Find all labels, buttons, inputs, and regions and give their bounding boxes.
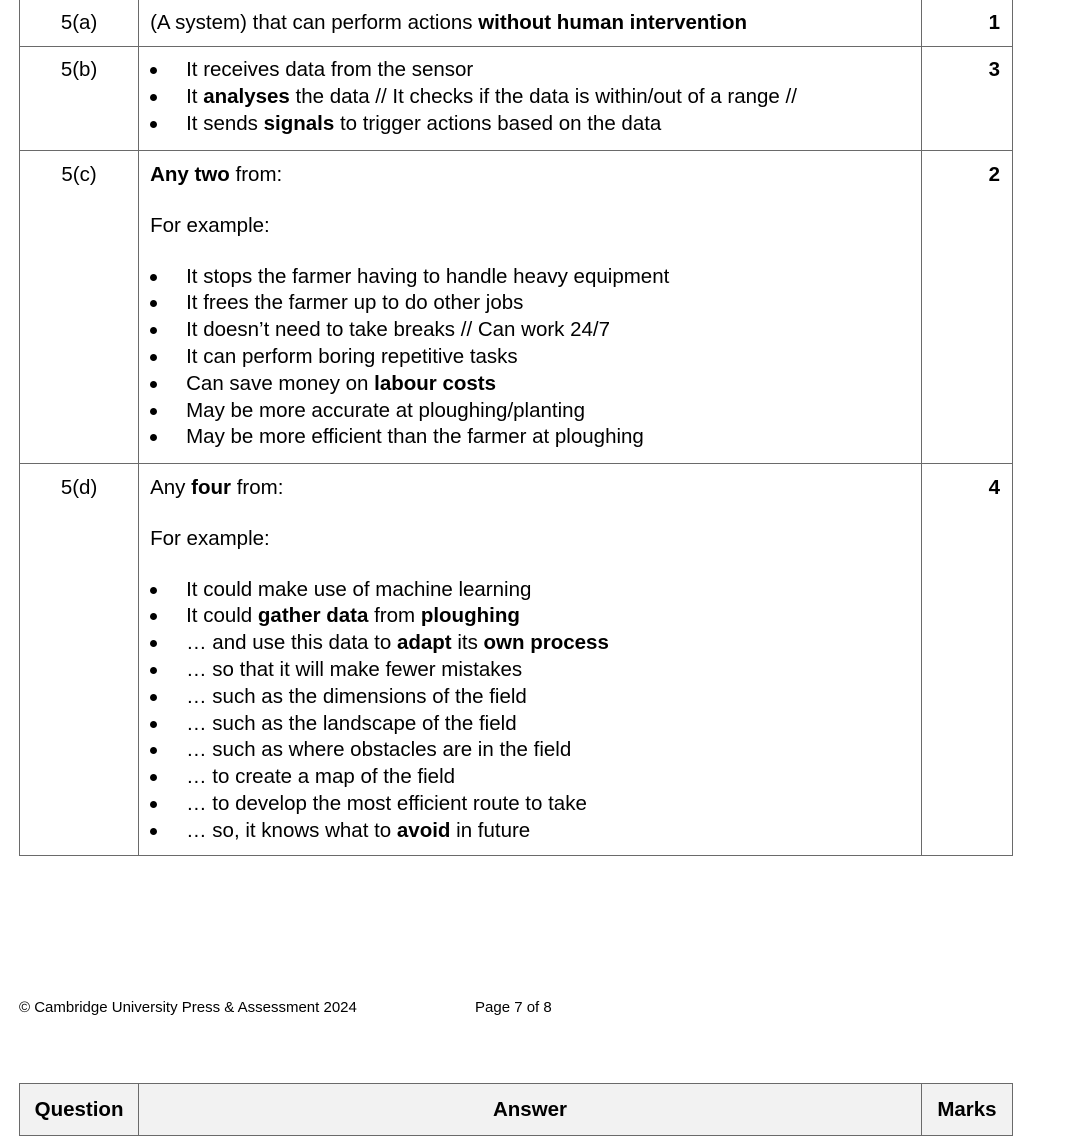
list-item: It could make use of machine learning [150, 577, 921, 604]
bullet-icon [150, 667, 157, 674]
list-item: … such as the landscape of the field [150, 711, 921, 738]
list-item: It sends signals to trigger actions based on the data [150, 111, 921, 138]
bullet-icon [150, 121, 157, 128]
bullet-list [150, 577, 921, 845]
bullet-icon [150, 747, 157, 754]
bullet-icon [150, 94, 157, 101]
question-number: 5(a) [20, 0, 139, 47]
bullet-icon [150, 640, 157, 647]
question-number: 5(d) [20, 464, 139, 856]
bullet-list [150, 264, 921, 452]
list-item: It can perform boring repetitive tasks [150, 344, 921, 371]
bullet-icon [150, 327, 157, 334]
bullet-icon [150, 721, 157, 728]
column-header-marks: Marks [921, 1084, 1012, 1136]
example-label: For example: [150, 526, 270, 550]
list-item: May be more accurate at ploughing/planting [150, 398, 921, 425]
answer-text: (A system) that can perform actions without human intervention [150, 11, 747, 34]
answer-cell [139, 0, 922, 47]
bullet-icon [150, 587, 157, 594]
copyright-text: © Cambridge University Press & Assessment 2024 [19, 999, 357, 1016]
list-item: It receives data from the sensor [150, 57, 921, 84]
list-item: It doesn’t need to take breaks // Can work 24/7 [150, 317, 921, 344]
list-item: It frees the farmer up to do other jobs [150, 290, 921, 317]
list-item: Can save money on labour costs [150, 371, 921, 398]
table-row-5b [20, 47, 1013, 151]
mark-scheme-table [19, 0, 1013, 856]
column-header-answer: Answer [139, 1084, 922, 1136]
answer-intro: Any two from: [150, 163, 283, 186]
table-row-5a [20, 0, 1013, 47]
answer-cell [139, 47, 922, 151]
marks-value: 3 [921, 47, 1012, 151]
list-item: … so that it will make fewer mistakes [150, 657, 921, 684]
list-item: It analyses the data // It checks if the data is within/out of a range // [150, 84, 921, 111]
answer-cell [139, 464, 922, 856]
list-item: … and use this data to adapt its own process [150, 630, 921, 657]
answer-intro: Any four from: [150, 476, 284, 499]
bullet-icon [150, 408, 157, 415]
bullet-icon [150, 274, 157, 281]
question-number: 5(c) [20, 151, 139, 464]
bullet-list [150, 57, 921, 137]
list-item: … so, it knows what to avoid in future [150, 818, 921, 845]
marks-value: 4 [921, 464, 1012, 856]
marks-value: 2 [921, 151, 1012, 464]
bullet-icon [150, 828, 157, 835]
bullet-icon [150, 694, 157, 701]
bullet-icon [150, 774, 157, 781]
list-item: It could gather data from ploughing [150, 603, 921, 630]
header-row [20, 1084, 1013, 1136]
list-item: May be more efficient than the farmer at ploughing [150, 424, 921, 451]
bullet-icon [150, 613, 157, 620]
list-item: It stops the farmer having to handle heavy equipment [150, 264, 921, 291]
marks-value: 1 [921, 0, 1012, 47]
column-header-question: Question [20, 1084, 139, 1136]
answer-cell [139, 151, 922, 464]
page-number: Page 7 of 8 [475, 999, 552, 1016]
bullet-icon [150, 801, 157, 808]
bullet-icon [150, 67, 157, 74]
bullet-icon [150, 381, 157, 388]
table-row-5c [20, 151, 1013, 464]
list-item: … to create a map of the field [150, 764, 921, 791]
bullet-icon [150, 354, 157, 361]
question-number: 5(b) [20, 47, 139, 151]
list-item: … to develop the most efficient route to take [150, 791, 921, 818]
list-item: … such as the dimensions of the field [150, 684, 921, 711]
example-label: For example: [150, 213, 270, 237]
next-page-table-header [19, 1083, 1013, 1136]
bullet-icon [150, 434, 157, 441]
list-item: … such as where obstacles are in the field [150, 737, 921, 764]
bullet-icon [150, 300, 157, 307]
table-row-5d [20, 464, 1013, 856]
